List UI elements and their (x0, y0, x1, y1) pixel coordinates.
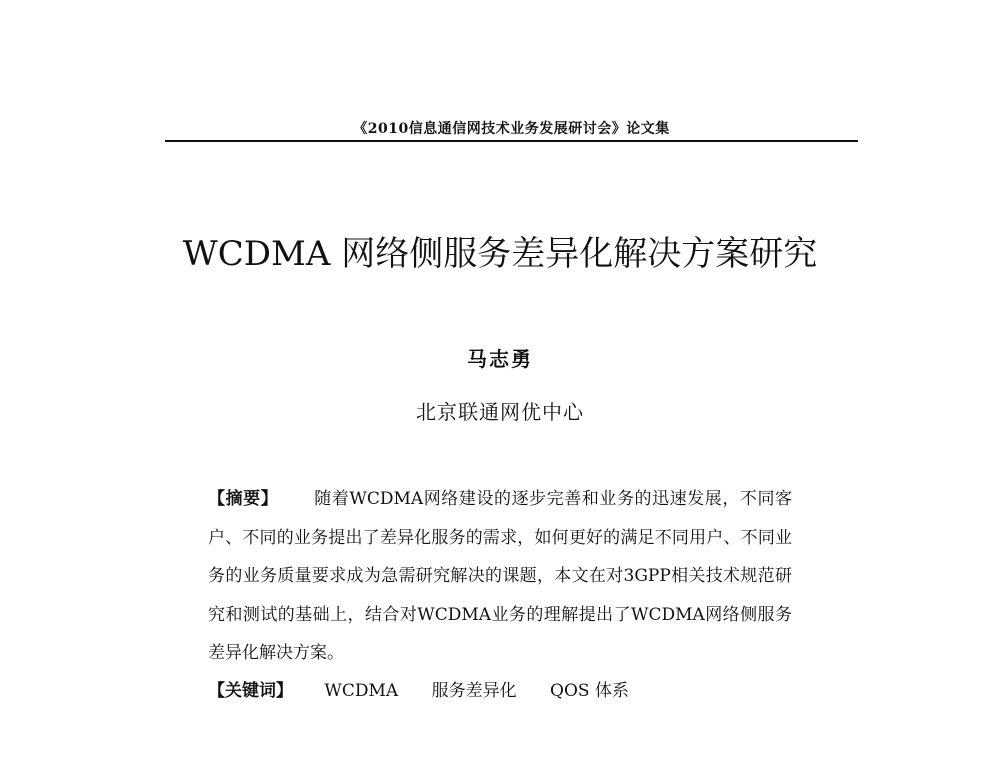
abstract-label: 【摘要】 (208, 489, 279, 509)
keyword-item: WCDMA (324, 681, 399, 701)
abstract-text: 随着WCDMA网络建设的逐步完善和业务的迅速发展，不同客户、不同的业务提出了差异化服务的需求，如何更好的满足不同用户、不同业务的业务质量要求成为急需研究解决的课题，本文在对3GPP相关技术规范研究和测试的基础上，结合对WCDMA业务的理解提出了WCDMA网络侧服务差异化解决方案。 (208, 489, 793, 663)
keyword-item: QOS 体系 (550, 681, 629, 701)
header-rule (165, 140, 858, 142)
running-header: 《2010信息通信网技术业务发展研讨会》论文集 (353, 121, 670, 137)
author-name: 马志勇 (467, 347, 533, 371)
keywords-label: 【关键词】 (208, 681, 293, 701)
keywords-section (208, 676, 657, 706)
abstract-paragraph (208, 480, 792, 673)
keyword-item: 服务差异化 (431, 681, 517, 701)
author-affiliation: 北京联通网优中心 (416, 400, 584, 424)
paper-title: WCDMA 网络侧服务差异化解决方案研究 (182, 234, 818, 274)
abstract-section (208, 480, 792, 673)
